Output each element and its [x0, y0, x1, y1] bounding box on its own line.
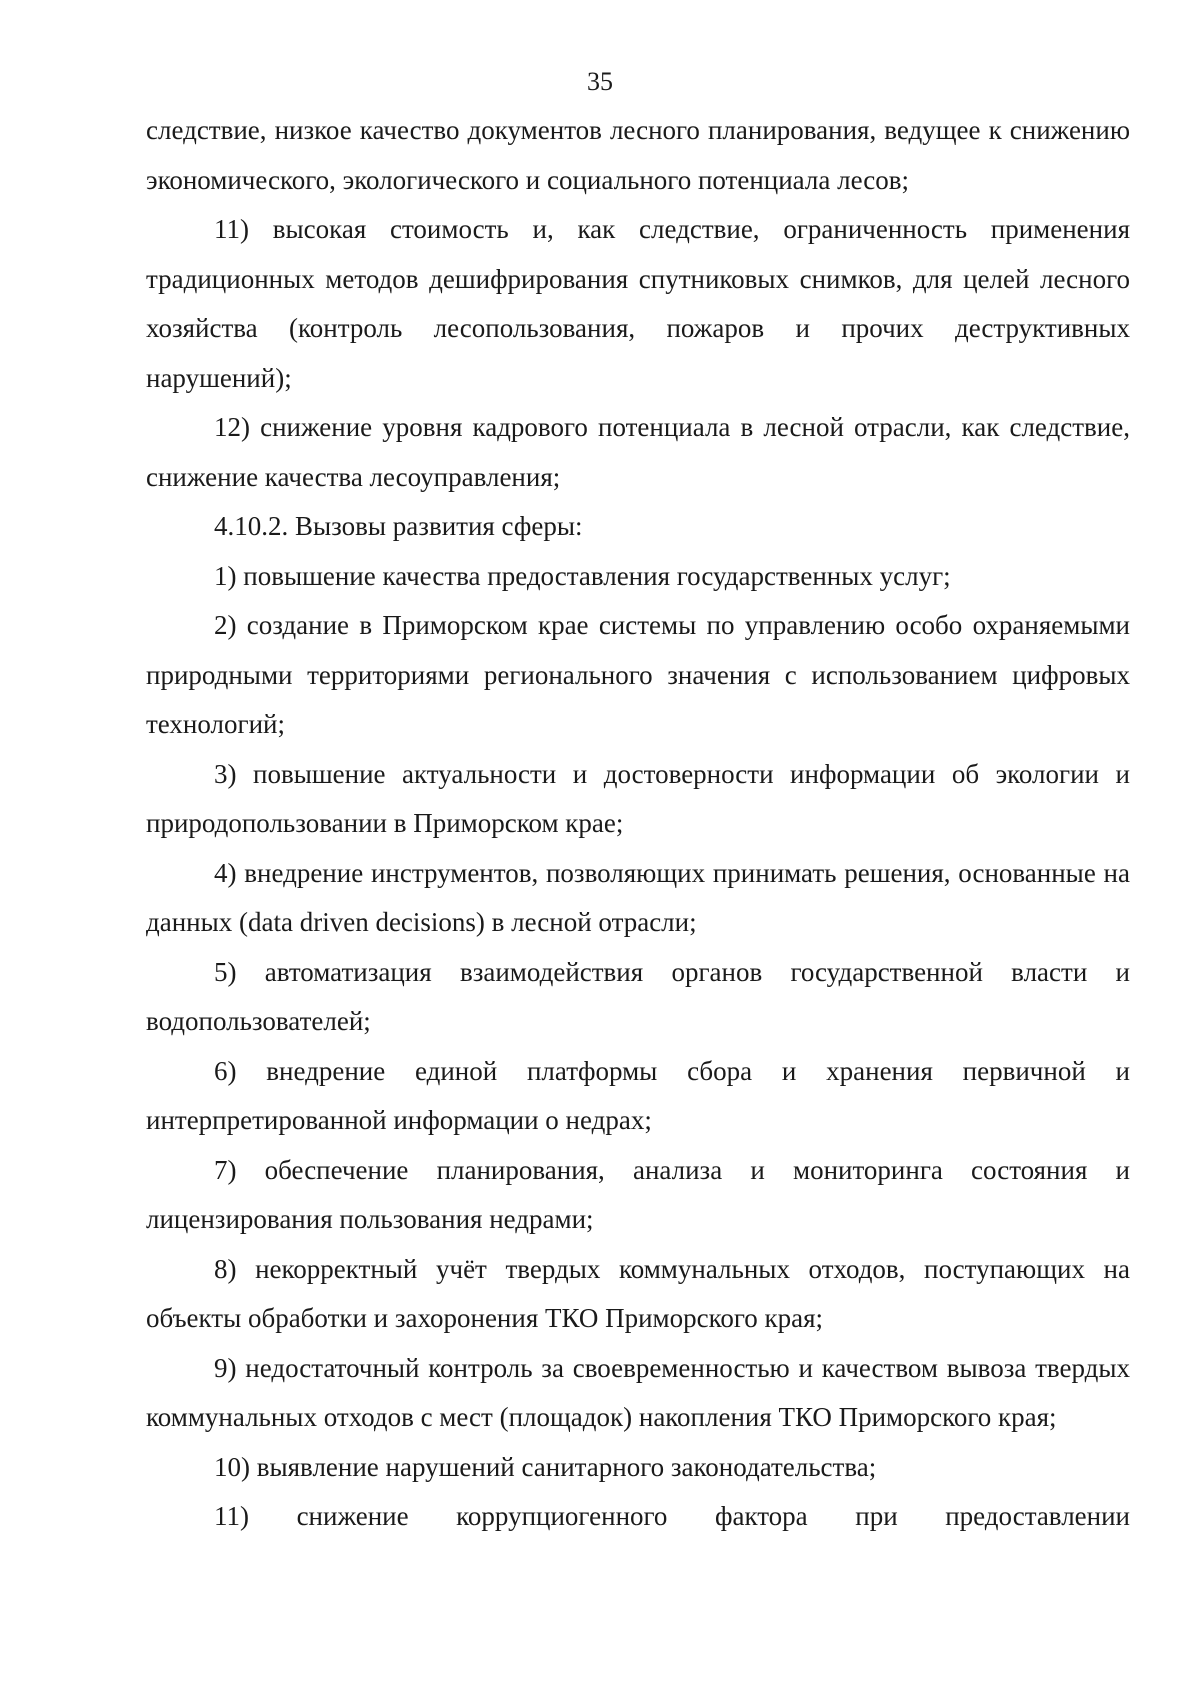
list-item: 3) повышение актуальности и достоверности информации об экологии и природопользовании в Приморском крае; [146, 758, 1130, 838]
list-item: 4) внедрение инструментов, позволяющих принимать решения, основанные на данных (data driven decisions) в лесной отрасли; [146, 857, 1130, 937]
list-item: 6) внедрение единой платформы сбора и хранения первичной и интерпретированной информации о недрах; [146, 1055, 1130, 1135]
list-item: 5) автоматизация взаимодействия органов государственной власти и водопользователей; [146, 956, 1130, 1036]
list-item: 2) создание в Приморском крае системы по управлению особо охраняемыми природными территориями регионального значения с использованием цифровых технологий; [146, 610, 1130, 739]
section-heading: 4.10.2. Вызовы развития сферы: [214, 511, 583, 541]
list-item: 11) высокая стоимость и, как следствие, ограниченность применения традиционных методов дешифрирования спутниковых снимков, для целей лесного хозяйства (контроль лесопользования, пожаров и прочих деструктивных нарушений); [146, 214, 1130, 393]
document-body [146, 106, 1130, 1542]
list-item: 9) недостаточный контроль за своевременностью и качеством вывоза твердых коммунальных отходов с мест (площадок) накопления ТКО Приморского края; [146, 1352, 1130, 1432]
list-item: 1) повышение качества предоставления государственных услуг; [214, 560, 951, 591]
list-item: 12) снижение уровня кадрового потенциала в лесной отрасли, как следствие, снижение качества лесоуправления; [146, 412, 1130, 492]
list-item: 10) выявление нарушений санитарного законодательства; [214, 1451, 877, 1482]
list-item: 7) обеспечение планирования, анализа и мониторинга состояния и лицензирования пользования недрами; [146, 1154, 1130, 1234]
page-number: 35 [587, 67, 613, 96]
paragraph: следствие, низкое качество документов лесного планирования, ведущее к снижению экономического, экологического и социального потенциала лесов; [146, 115, 1130, 195]
list-item: 8) некорректный учёт твердых коммунальных отходов, поступающих на объекты обработки и захоронения ТКО Приморского края; [146, 1253, 1130, 1333]
list-item: 11) снижение коррупциогенного фактора при предоставлении [214, 1501, 1130, 1531]
